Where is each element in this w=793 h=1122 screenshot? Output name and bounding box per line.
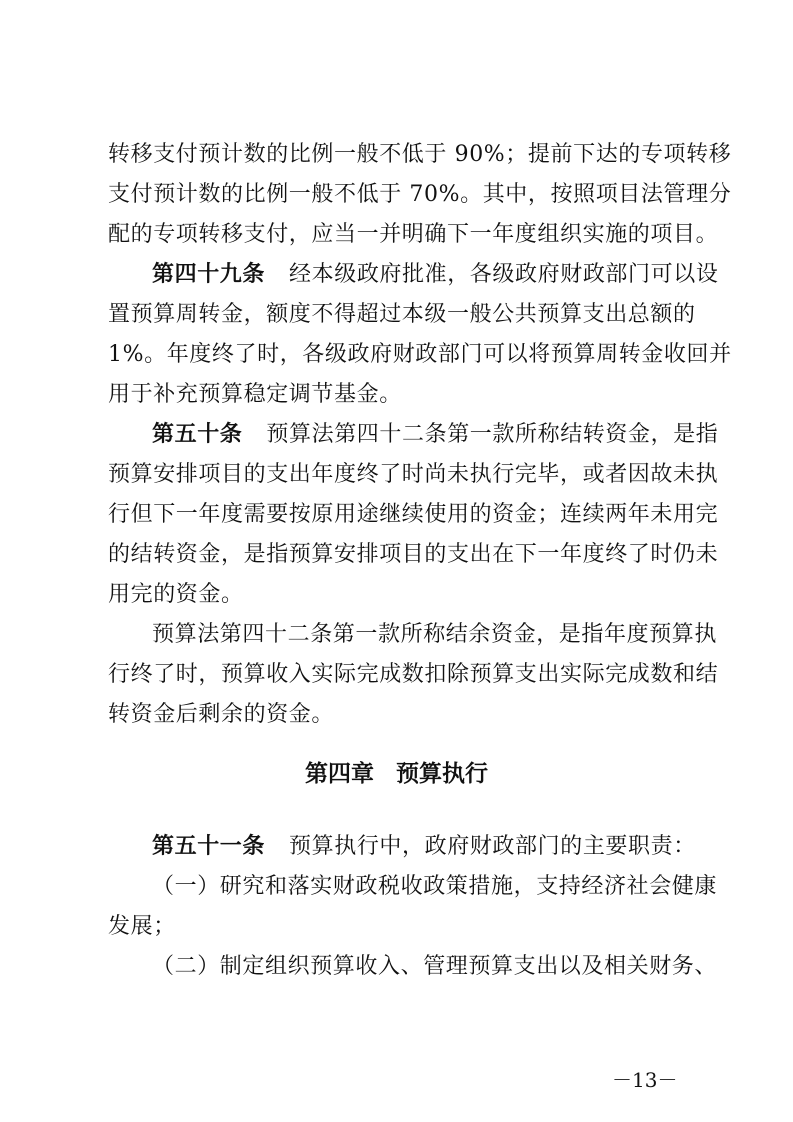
- article-heading: 第四十九条: [152, 262, 266, 287]
- paragraph-line: 行终了时，预算收入实际完成数扣除预算支出实际完成数和结: [108, 662, 719, 687]
- article-heading: 第五十一条: [152, 834, 266, 859]
- article-51-first-line: [152, 834, 696, 860]
- paragraph-text: 预算法第四十二条第一款所称结转资金，是指: [266, 422, 719, 447]
- chapter-number: 第四章: [305, 761, 374, 787]
- paragraph-line: 发展；: [108, 914, 176, 939]
- paragraph-line: 预算法第四十二条第一款所称结余资金，是指年度预算执: [152, 622, 718, 647]
- paragraph-line: 用于补充预算稳定调节基金。: [108, 382, 402, 407]
- paragraph-line: 用完的资金。: [108, 582, 244, 607]
- paragraph-line: 转移支付预计数的比例一般不低于 90%；提前下达的专项转移: [108, 142, 732, 167]
- paragraph-line: 支付预计数的比例一般不低于 70%。其中，按照项目法管理分: [108, 182, 732, 207]
- page-number: －13－: [612, 1068, 678, 1092]
- paragraph-line: 置预算周转金，额度不得超过本级一般公共预算支出总额的: [108, 302, 696, 327]
- paragraph-text: 经本级政府批准，各级政府财政部门可以设: [289, 262, 719, 287]
- paragraph-line: 1%。年度终了时，各级政府财政部门可以将预算周转金收回并: [108, 342, 732, 367]
- paragraph-line: 预算安排项目的支出年度终了时尚未执行完毕，或者因故未执: [108, 462, 719, 487]
- article-50-first-line: [152, 422, 718, 448]
- paragraph-line: 的结转资金，是指预算安排项目的支出在下一年度终了时仍未: [108, 542, 719, 567]
- list-item: （二）制定组织预算收入、管理预算支出以及相关财务、: [152, 954, 718, 979]
- article-heading: 第五十条: [152, 422, 243, 447]
- chapter-heading: [0, 760, 793, 788]
- paragraph-line: 行但下一年度需要按原用途继续使用的资金；连续两年未用完: [108, 502, 719, 527]
- article-49-first-line: [152, 262, 718, 288]
- list-item: （一）研究和落实财政税收政策措施，支持经济社会健康: [152, 874, 718, 899]
- paragraph-line: 转资金后剩余的资金。: [108, 702, 335, 727]
- chapter-title: 预算执行: [396, 761, 488, 787]
- paragraph-text: 预算执行中，政府财政部门的主要职责：: [289, 834, 696, 859]
- paragraph-line: 配的专项转移支付，应当一并明确下一年度组织实施的项目。: [108, 222, 719, 247]
